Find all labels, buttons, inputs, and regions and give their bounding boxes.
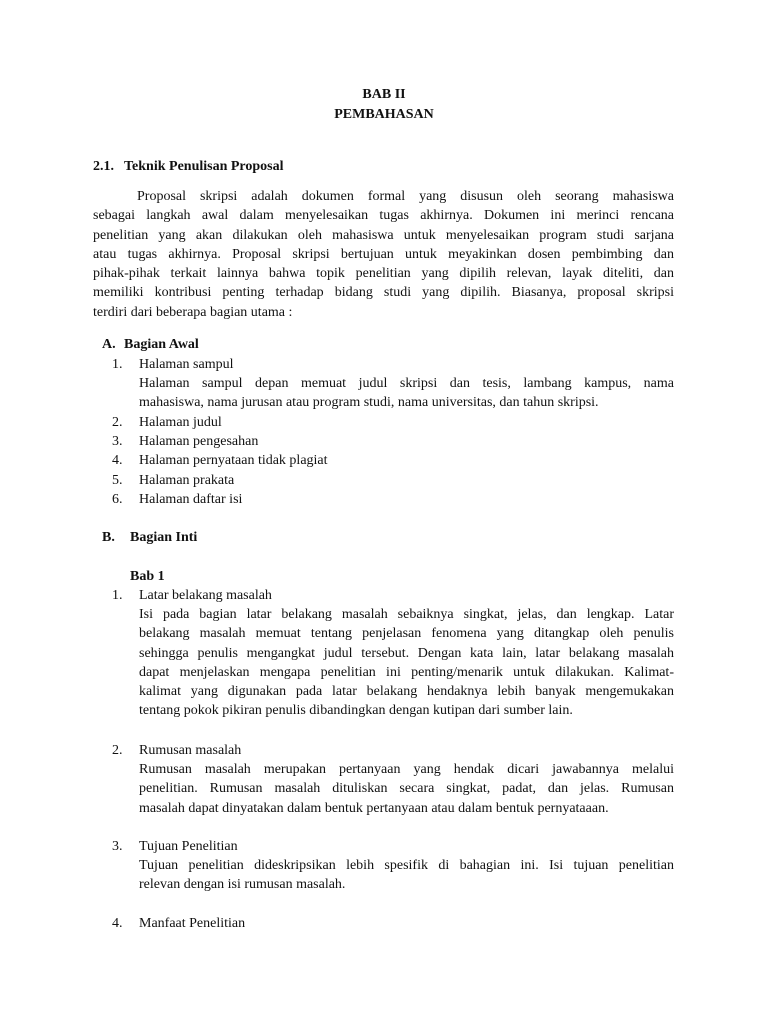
list-item-title: Rumusan masalah bbox=[139, 743, 242, 758]
list-item-number: 2. bbox=[112, 415, 123, 430]
desc-line: Tujuan penelitian dideskripsikan lebih spesifik di bahagian ini. Isi tujuan penelitian bbox=[139, 858, 674, 873]
list-item-number: 1. bbox=[112, 357, 123, 372]
intro-line: terdiri dari beberapa bagian utama : bbox=[93, 304, 293, 320]
list-item-number: 1. bbox=[112, 588, 123, 603]
chapter-title: PEMBAHASAN bbox=[334, 107, 434, 122]
desc-line: belakang masalah memuat tentang penjelasan fenomena yang ditangkap oleh penulis bbox=[139, 626, 674, 642]
bab1-heading: Bab 1 bbox=[130, 569, 165, 584]
desc-line: Halaman sampul depan memuat judul skripsi dan tesis, lambang kampus, nama bbox=[139, 376, 674, 391]
section-title: Teknik Penulisan Proposal bbox=[124, 159, 284, 174]
intro-paragraph bbox=[93, 187, 674, 322]
problem-formulation-description bbox=[139, 760, 674, 818]
intro-line: penelitian yang akan dilakukan oleh mahasiswa untuk menyelesaikan program studi sarjana bbox=[93, 227, 674, 243]
part-b-title: Bagian Inti bbox=[130, 530, 198, 545]
list-item-number: 2. bbox=[112, 743, 123, 758]
desc-line: dapat menjelaskan mengapa penelitian ini penting/menarik untuk dilakukan. Kalimat- bbox=[139, 664, 674, 680]
desc-line: relevan dengan isi rumusan masalah. bbox=[139, 877, 346, 893]
list-item-number: 3. bbox=[112, 434, 123, 449]
desc-line: sehingga penulis mengangkat judul tersebut. Dengan kata lain, latar belakang masalah bbox=[139, 645, 674, 661]
desc-line: tentang pokok pikiran penulis dibandingkan dengan kutipan dari sumber lain. bbox=[139, 703, 573, 719]
part-a-label: A. bbox=[102, 337, 116, 352]
desc-line: kalimat yang digunakan pada latar belakang hendaknya lebih banyak mengemukakan bbox=[139, 684, 674, 700]
intro-line: memiliki kontribusi penting terhadap bidang studi yang dipilih. Biasanya, proposal skripsi bbox=[93, 285, 674, 301]
part-b-label: B. bbox=[102, 530, 115, 545]
list-item-number: 5. bbox=[112, 473, 123, 488]
part-a-title: Bagian Awal bbox=[124, 337, 199, 352]
list-item-title: Manfaat Penelitian bbox=[139, 916, 246, 931]
desc-line: Isi pada bagian latar belakang masalah sebaiknya singkat, jelas, dan lengkap. Latar bbox=[139, 607, 674, 622]
list-item-title: Latar belakang masalah bbox=[139, 588, 272, 603]
desc-line: penelitian. Rumusan masalah dituliskan secara singkat, padat, dan jelas. Rumusan bbox=[139, 781, 674, 797]
list-item-title: Halaman prakata bbox=[139, 473, 235, 488]
research-objective-description bbox=[139, 856, 674, 895]
list-item-number: 3. bbox=[112, 839, 123, 854]
list-item-title: Halaman judul bbox=[139, 415, 222, 430]
list-item-title: Halaman daftar isi bbox=[139, 492, 243, 507]
desc-line: masalah dapat dinyatakan dalam bentuk pertanyaan atau dalam bentuk pernyataaan. bbox=[139, 800, 609, 816]
intro-line: atau tugas akhirnya. Proposal skripsi bertujuan untuk meyakinkan dosen pembimbing dan bbox=[93, 246, 674, 262]
list-item-number: 4. bbox=[112, 916, 123, 931]
chapter-heading: BAB II bbox=[362, 87, 406, 102]
list-item-title: Halaman pernyataan tidak plagiat bbox=[139, 453, 328, 468]
background-description bbox=[139, 605, 674, 721]
cover-page-description bbox=[139, 374, 674, 413]
list-item-number: 6. bbox=[112, 492, 123, 507]
intro-line: pihak-pihak terkait lainnya bahwa topik penelitian yang dipilih relevan, layak diteliti, dan bbox=[93, 266, 674, 282]
desc-line: Rumusan masalah merupakan pertanyaan yang hendak dicari jawabannya melalui bbox=[139, 762, 674, 777]
list-item-title: Halaman pengesahan bbox=[139, 434, 259, 449]
intro-line: sebagai langkah awal dalam menyelesaikan tugas akhirnya. Dokumen ini merinci rencana bbox=[93, 208, 674, 224]
intro-line: Proposal skripsi adalah dokumen formal yang disusun oleh seorang mahasiswa bbox=[137, 189, 674, 204]
section-number: 2.1. bbox=[93, 159, 114, 174]
list-item-title: Tujuan Penelitian bbox=[139, 839, 238, 854]
list-item-number: 4. bbox=[112, 453, 123, 468]
list-item-title: Halaman sampul bbox=[139, 357, 234, 372]
desc-line: mahasiswa, nama jurusan atau program studi, nama universitas, dan tahun skripsi. bbox=[139, 395, 599, 411]
